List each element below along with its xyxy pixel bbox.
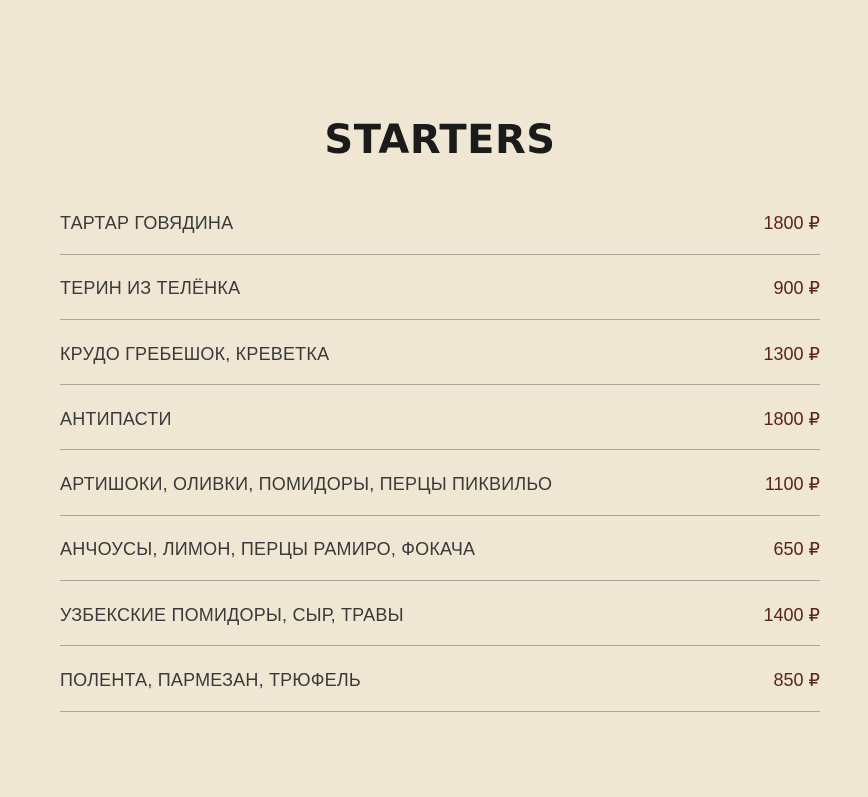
menu-item-name: ТАРТАР ГОВЯДИНА [60,213,234,233]
menu-item-price: 650 ₽ [773,539,820,560]
menu-item-name: АНЧОУСЫ, ЛИМОН, ПЕРЦЫ РАМИРО, ФОКАЧА [60,539,476,560]
menu-item-price: 1400 ₽ [763,604,820,625]
menu-item [60,190,820,255]
menu-item [60,386,820,451]
menu-item-price: 850 ₽ [773,670,820,691]
menu-item-price: 900 ₽ [773,278,820,299]
menu-item [60,516,820,581]
menu-item-name: ТЕРИН ИЗ ТЕЛЁНКА [60,278,241,299]
menu-item-price: 1300 ₽ [763,343,820,364]
menu-item-price: 1100 ₽ [764,474,820,495]
menu-item-name: УЗБЕКСКИЕ ПОМИДОРЫ, СЫР, ТРАВЫ [60,604,404,625]
menu-item [60,255,820,320]
menu-item-name: ПОЛЕНТА, ПАРМЕЗАН, ТРЮФЕЛЬ [60,670,361,691]
menu-list [60,190,820,712]
menu-item-name: КРУДО ГРЕБЕШОК, КРЕВЕТКА [60,343,330,364]
menu-item [60,647,820,712]
menu-item [60,321,820,386]
menu-item-name: АРТИШОКИ, ОЛИВКИ, ПОМИДОРЫ, ПЕРЦЫ ПИКВИЛЬО [60,474,553,495]
menu-item-name: АНТИПАСТИ [60,408,172,429]
menu-item [60,451,820,516]
section-title: STARTERS [324,117,556,163]
menu-item [60,582,820,647]
menu-item-price: 1800 ₽ [763,213,820,233]
menu-item-price: 1800 ₽ [763,408,820,429]
